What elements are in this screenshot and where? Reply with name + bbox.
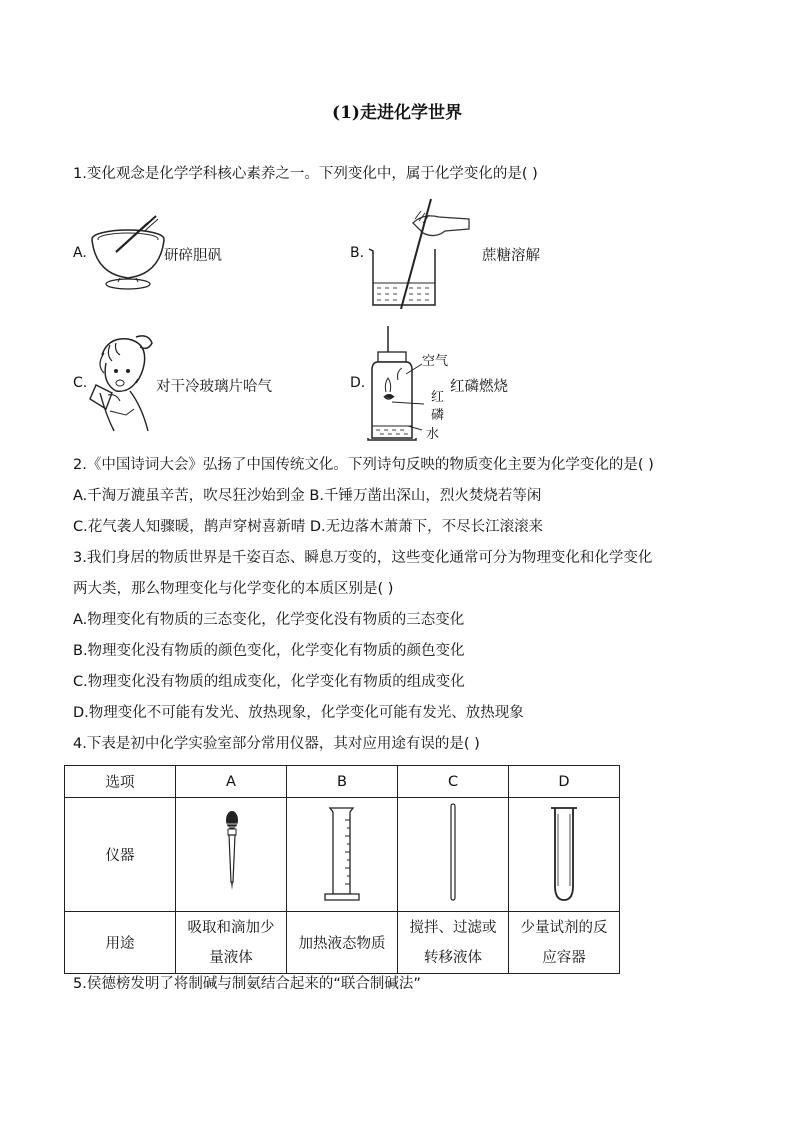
cell-d-use-line1: 少量试剂的反 xyxy=(520,919,608,936)
q1-option-d-letter: D. xyxy=(350,375,366,391)
header-d: D xyxy=(509,766,620,798)
cell-a-use xyxy=(176,912,287,974)
cell-a-use-line2: 量液体 xyxy=(209,949,253,966)
q1-option-d-text: 红磷燃烧 xyxy=(450,379,508,395)
q1-label-air: 空气 xyxy=(422,354,449,369)
cell-d-use-line2: 应容器 xyxy=(542,949,586,966)
q1-option-b-text: 蔗糖溶解 xyxy=(482,248,540,264)
cell-a-use-line1: 吸取和滴加少 xyxy=(187,919,275,936)
cell-c-use-line1: 搅拌、过滤或 xyxy=(409,919,497,936)
cell-b-instrument xyxy=(287,798,398,912)
dropper-icon xyxy=(176,800,286,910)
header-a: A xyxy=(176,766,287,798)
q1-stem: 1.变化观念是化学学科核心素养之一。下列变化中，属于化学变化的是( ) xyxy=(73,166,538,182)
cell-c-use-line2: 转移液体 xyxy=(424,949,482,966)
row-label-use: 用途 xyxy=(65,912,176,974)
q4-stem: 4.下表是初中化学实验室部分常用仪器，其对应用途有误的是( ) xyxy=(73,736,480,752)
q2-stem: 2.《中国诗词大会》弘扬了中国传统文化。下列诗句反映的物质变化主要为化学变化的是( ) xyxy=(73,457,654,473)
cell-c-instrument xyxy=(398,798,509,912)
header-b: B xyxy=(287,766,398,798)
cell-d-use xyxy=(509,912,620,974)
q5-stem: 5.侯德榜发明了将制碱与制氨结合起来的“联合制碱法” xyxy=(73,976,421,992)
q1-label-phosphorus: 磷 xyxy=(431,408,445,423)
q1-option-b-letter: B. xyxy=(350,245,365,261)
test-tube-icon xyxy=(509,800,619,910)
header-c: C xyxy=(398,766,509,798)
q3-option-d: D.物理变化不可能有发光、放热现象，化学变化可能有发光、放热现象 xyxy=(73,705,524,721)
cell-b-use-line1: 加热液态物质 xyxy=(298,936,386,952)
q1-label-water: 水 xyxy=(426,427,440,442)
q1-option-a-text: 研碎胆矾 xyxy=(164,248,222,264)
q2-options-row1: A.千淘万漉虽辛苦，吹尽狂沙始到金 B.千锤万凿出深山，烈火焚烧若等闲 xyxy=(73,488,542,504)
cell-d-instrument xyxy=(509,798,620,912)
table-row-use xyxy=(65,912,620,974)
q2-options-row2: C.花气袭人知骤暖，鹊声穿树喜新晴 D.无边落木萧萧下，不尽长江滚滚来 xyxy=(73,519,544,535)
cell-a-instrument xyxy=(176,798,287,912)
q3-option-b: B.物理变化没有物质的颜色变化，化学变化有物质的颜色变化 xyxy=(73,643,465,659)
mortar-pestle-icon xyxy=(88,212,168,296)
cell-c-use xyxy=(398,912,509,974)
q1-option-a-letter: A. xyxy=(73,245,87,261)
page-title: (1)走进化学世界 xyxy=(332,103,462,123)
beaker-stirring-icon xyxy=(365,193,475,317)
q3-stem-line1: 3.我们身居的物质世界是千姿百态、瞬息万变的，这些变化通常可分为物理变化和化学变化 xyxy=(73,550,653,566)
q3-option-c: C.物理变化没有物质的组成变化，化学变化有物质的组成变化 xyxy=(73,674,465,690)
q3-stem-line2: 两大类，那么物理变化与化学变化的本质区别是( ) xyxy=(73,581,394,597)
q3-option-a: A.物理变化有物质的三态变化，化学变化没有物质的三态变化 xyxy=(73,612,465,628)
q1-option-c-letter: C. xyxy=(73,375,88,391)
table-row-instrument xyxy=(65,798,620,912)
q1-option-c-text: 对干冷玻璃片哈气 xyxy=(156,379,272,395)
instrument-table xyxy=(64,765,620,974)
row-label-instrument: 仪器 xyxy=(65,798,176,912)
q1-label-red: 红 xyxy=(431,390,445,405)
girl-breathing-icon xyxy=(86,331,156,435)
table-header-row xyxy=(65,766,620,798)
glass-rod-icon xyxy=(398,800,508,910)
header-option: 选项 xyxy=(65,766,176,798)
cell-b-use xyxy=(287,912,398,974)
graduated-cylinder-icon xyxy=(287,800,397,910)
